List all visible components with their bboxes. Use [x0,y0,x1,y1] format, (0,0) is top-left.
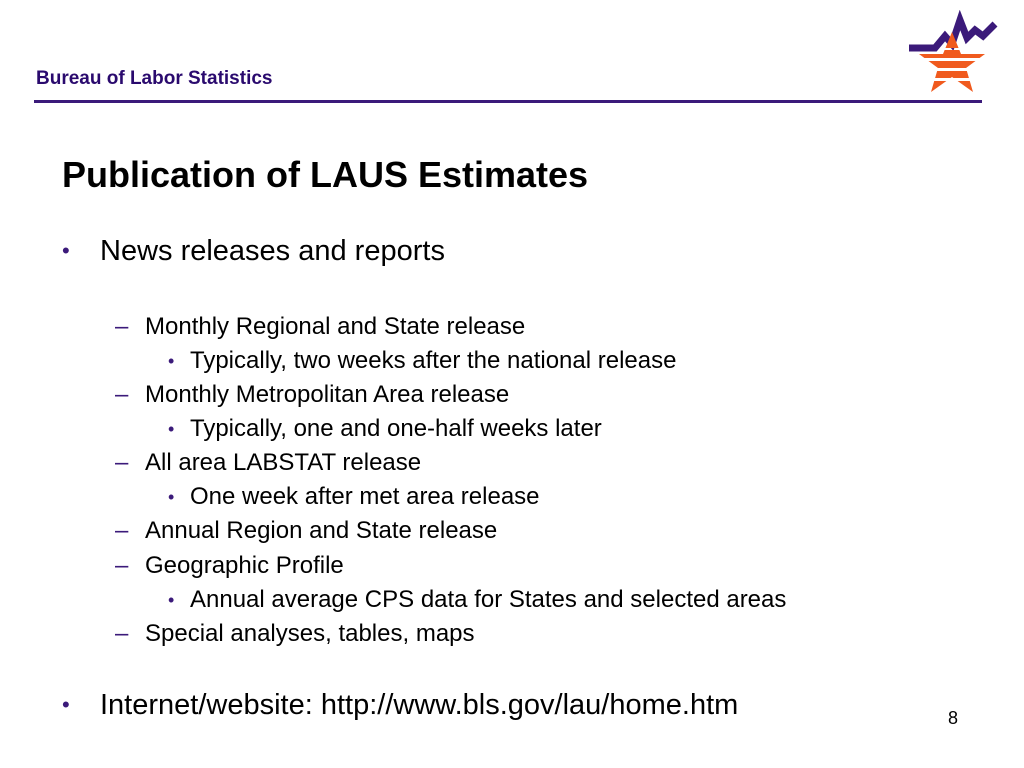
bullet-icon: • [62,238,70,263]
header-org-name: Bureau of Labor Statistics [36,68,273,89]
dash-icon: – [115,620,129,647]
sub-item-text: Monthly Metropolitan Area release [145,381,510,408]
bullet-icon: • [168,590,175,610]
sub-item-text: Geographic Profile [145,552,344,579]
logo-star [905,30,1000,93]
dash-icon: – [115,381,129,408]
sub-sub-item-text: Typically, one and one-half weeks later [190,415,602,442]
slide-title: Publication of LAUS Estimates [62,154,589,195]
header-divider [34,100,982,103]
sub-sub-item-text: One week after met area release [190,483,540,510]
sub-item-text: Annual Region and State release [145,517,498,544]
bullet-icon: • [168,419,175,439]
bullet-icon: • [168,487,175,507]
sub-item-text: All area LABSTAT release [145,449,422,476]
bullet-icon: • [62,692,70,717]
bullet-icon: • [168,351,175,371]
bullet-text: News releases and reports [100,235,445,267]
sub-item-text: Special analyses, tables, maps [145,620,475,647]
bls-star-logo-icon [905,10,1000,102]
dash-icon: – [115,449,129,476]
page-number: 8 [948,708,959,728]
sub-item-text: Monthly Regional and State release [145,313,526,340]
bullet-text[interactable]: Internet/website: http://www.bls.gov/lau/home.htm [100,689,739,721]
dash-icon: – [115,552,129,579]
dash-icon: – [115,313,129,340]
sub-sub-item-text: Annual average CPS data for States and selected areas [190,586,787,613]
dash-icon: – [115,517,129,544]
sub-sub-item-text: Typically, two weeks after the national release [190,347,677,374]
